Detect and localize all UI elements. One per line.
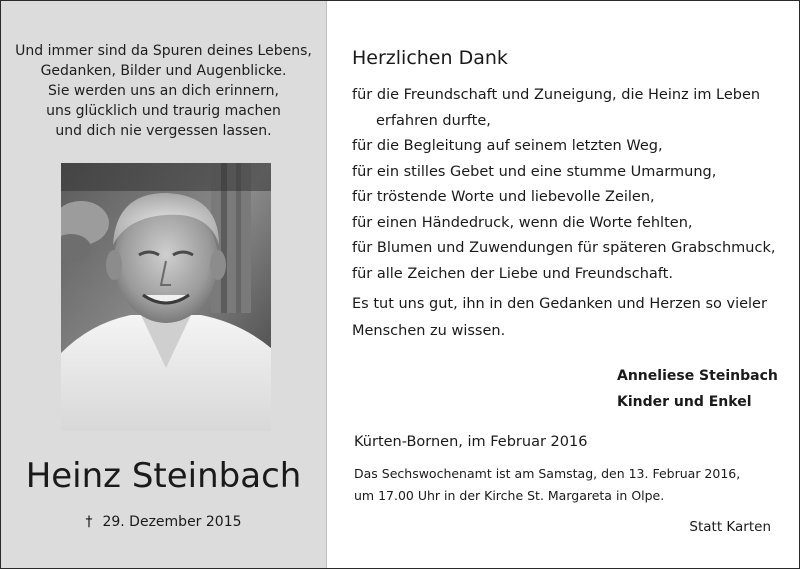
cross-icon: † [85, 514, 93, 530]
signature-line: Anneliese Steinbach [617, 368, 778, 384]
memorial-poem [1, 41, 326, 141]
service-line: um 17.00 Uhr in der Kirche St. Margareta in Olpe. [354, 488, 665, 503]
poem-line: uns glücklich und traurig machen [46, 103, 281, 119]
poem-line: und dich nie vergessen lassen. [55, 123, 272, 139]
thanks-line: für die Freundschaft und Zuneigung, die Heinz im Leben [352, 87, 761, 103]
left-panel [1, 1, 327, 568]
thanks-heading: Herzlichen Dank [352, 47, 508, 69]
thanks-line: erfahren durfte, [376, 112, 491, 129]
service-info [354, 463, 740, 507]
poem-line: Sie werden uns an dich erinnern, [48, 83, 279, 99]
poem-line: Gedanken, Bilder und Augenblicke. [40, 63, 287, 79]
portrait-photo [61, 163, 271, 431]
thanks-line: für tröstende Worte und liebevolle Zeilen, [352, 189, 655, 205]
deceased-name: Heinz Steinbach [25, 456, 302, 496]
thanks-line: für Blumen und Zuwendungen für späteren Grabschmuck, [352, 240, 776, 256]
thanks-line: für alle Zeichen der Liebe und Freundschaft. [352, 265, 673, 282]
signature-line: Kinder und Enkel [617, 394, 752, 410]
thanks-line: für einen Händedruck, wenn die Worte fehlten, [352, 214, 693, 231]
statt-karten-note: Statt Karten [689, 519, 771, 535]
right-panel [328, 1, 799, 568]
place-date: Kürten-Bornen, im Februar 2016 [354, 434, 588, 450]
thanks-line: für die Begleitung auf seinem letzten Weg, [352, 138, 663, 154]
closing-line: Menschen zu wissen. [352, 323, 506, 339]
death-date-line [1, 512, 326, 532]
poem-line: Und immer sind da Spuren deines Lebens, [15, 43, 312, 59]
closing-text [352, 291, 767, 345]
death-date: 29. Dezember 2015 [102, 514, 242, 530]
signatures [617, 363, 778, 415]
thanks-list [352, 83, 775, 287]
thanks-line: für ein stilles Gebet und eine stumme Umarmung, [352, 163, 717, 180]
service-line: Das Sechswochenamt ist am Samstag, den 13. Februar 2016, [354, 466, 741, 481]
closing-line: Es tut uns gut, ihn in den Gedanken und Herzen so vieler [352, 296, 767, 312]
